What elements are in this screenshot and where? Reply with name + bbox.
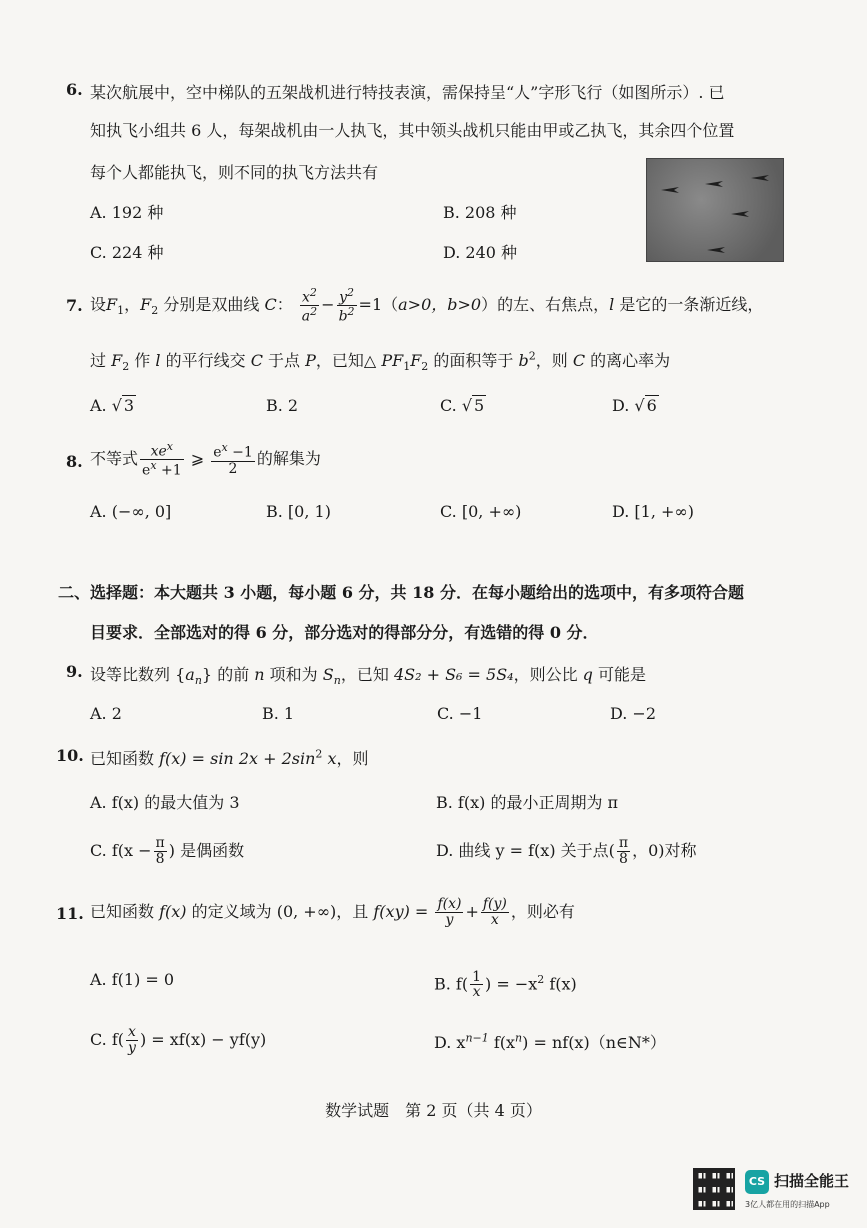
qr-code-icon bbox=[693, 1168, 735, 1210]
q9-option-d: D. −2 bbox=[610, 704, 657, 723]
q10-option-b: B. f(x) 的最小正周期为 π bbox=[436, 793, 619, 812]
q7-option-d: D. √ 6 bbox=[612, 396, 657, 415]
q8-option-c: C. [0, +∞) bbox=[440, 502, 522, 521]
q11-option-d: D. $x^{n-1}$ $f(x^n)$ = nf(x)（n∈N*） bbox=[434, 1031, 666, 1052]
q6-option-c: C. 224 种 bbox=[90, 243, 164, 262]
q6-line1: 某次航展中，空中梯队的五架战机进行特技表演，需保持呈“人”字形飞行（如图所示）. 已 bbox=[90, 83, 725, 102]
q10-option-a: A. f(x) 的最大值为 3 bbox=[90, 793, 240, 812]
section2-line1: 二、选择题：本大题共 3 小题，每小题 6 分，共 18 分．在每小题给出的选项中，有多项符合题 bbox=[58, 583, 744, 602]
q9-option-a: A. 2 bbox=[90, 704, 122, 723]
q9-stem: 设等比数列 $\{a_n\}$ 的前 n 项和为 $S_n$，已知 4S₂ + S₆ = 5S₄，则公比 q 可能是 bbox=[90, 665, 647, 688]
q9-number: 9. bbox=[66, 662, 83, 681]
q11-option-b: B. f( $\frac{1}{x}$ ) = $-x^2$ f(x) bbox=[434, 968, 577, 1001]
watermark-subtitle: 3亿人都在用的扫描App bbox=[745, 1200, 830, 1209]
camscanner-logo-icon: CS bbox=[745, 1170, 769, 1194]
q10-number: 10. bbox=[56, 746, 84, 765]
q6-option-b: B. 208 种 bbox=[443, 203, 517, 222]
q7-option-a: A. √ 3 bbox=[90, 396, 135, 415]
q6-option-a: A. 192 种 bbox=[90, 203, 164, 222]
q6-option-d: D. 240 种 bbox=[443, 243, 518, 262]
q11-stem: 已知函数 f(x) 的定义域为 (0, +∞)，且 f(xy) = $\frac{f(x)}{y}$ + $\frac{f(y)}{x}$ ，则必有 bbox=[90, 896, 575, 928]
q9-option-c: C. −1 bbox=[437, 704, 483, 723]
q7-option-c: C. √ 5 bbox=[440, 396, 485, 415]
q8-option-a: A. (−∞, 0] bbox=[90, 502, 172, 521]
q11-option-a: A. f(1) = 0 bbox=[90, 970, 175, 989]
q8-number: 8. bbox=[66, 452, 83, 471]
q7-number: 7. bbox=[66, 296, 83, 315]
q6-line3: 每个人都能执飞，则不同的执飞方法共有 bbox=[90, 163, 379, 182]
airshow-photo bbox=[646, 158, 784, 262]
watermark-name: 扫描全能王 bbox=[774, 1172, 850, 1190]
q10-option-d: D. 曲线 y = f(x) 关于点( $\frac{\pi}{8}$ ，0)对称 bbox=[436, 835, 697, 867]
q9-option-b: B. 1 bbox=[262, 704, 295, 723]
q6-number: 6. bbox=[66, 80, 83, 99]
jet-icon bbox=[731, 209, 749, 219]
q10-stem: 已知函数 $f(x) = \sin 2x + 2\sin^2$ x，则 bbox=[90, 747, 369, 768]
q10-option-c: C. f(x − $\frac{\pi}{8}$ ) 是偶函数 bbox=[90, 835, 245, 867]
q8-option-d: D. [1, +∞) bbox=[612, 502, 694, 521]
q11-option-c: C. f( $\frac{x}{y}$ ) = xf(x) − yf(y) bbox=[90, 1024, 267, 1056]
q7-option-b: B. 2 bbox=[266, 396, 299, 415]
page-footer: 数学试题 第 2 页（共 4 页） bbox=[325, 1101, 542, 1120]
q6-line2: 知执飞小组共 6 人，每架战机由一人执飞，其中领头战机只能由甲或乙执飞，其余四个位置 bbox=[90, 121, 735, 140]
q11-number: 11. bbox=[56, 904, 84, 923]
jet-icon bbox=[707, 245, 725, 255]
q7-line2: 过 $F_2$ 作 l 的平行线交 C 于点 P，已知△ $PF_1F_2$ 的面积等于 $b^2$，则 C 的离心率为 bbox=[90, 349, 671, 374]
jet-icon bbox=[661, 185, 679, 195]
q7-line1: 设$F_1$，$F_2$ 分别是双曲线 C： $\frac{x^2}{a^2}$ − $\frac{y^2}{b^2}$ =1（a>0，b>0）的左、右焦点，l 是它的一条渐近线， bbox=[90, 285, 764, 325]
q8-stem: 不等式 $\frac{xe^x}{e^x +1}$ ⩾ $\frac{e^x -1}{2}$ 的解集为 bbox=[90, 439, 321, 479]
q8-option-b: B. [0, 1) bbox=[266, 502, 331, 521]
jet-icon bbox=[751, 173, 769, 183]
jet-icon bbox=[705, 179, 723, 189]
section2-line2: 目要求．全部选对的得 6 分，部分选对的得部分分，有选错的得 0 分． bbox=[90, 623, 599, 642]
